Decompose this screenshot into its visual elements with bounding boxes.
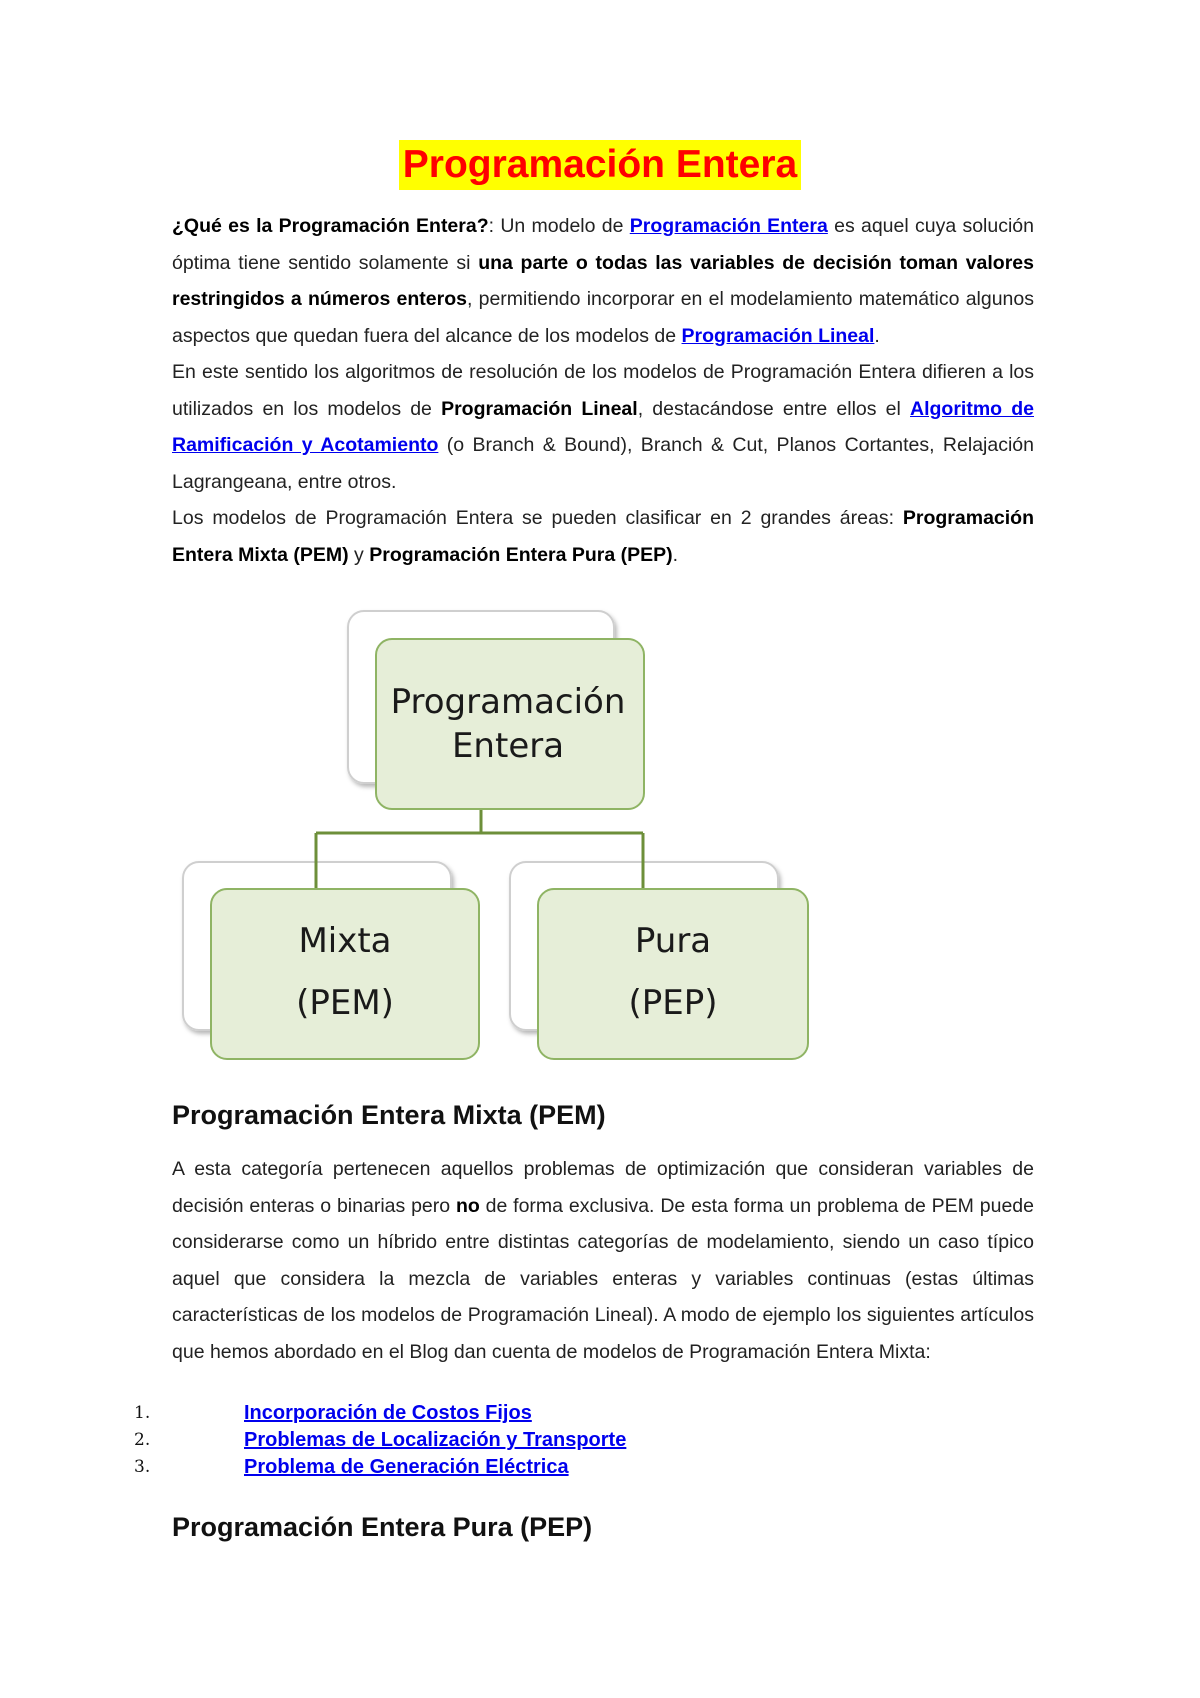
root-node: [376, 639, 644, 809]
pem-section: [172, 1151, 1034, 1370]
root-node-label-line2: Entera: [451, 726, 565, 766]
intro-bold: Programación Lineal: [441, 397, 638, 420]
intro-bold: Programación Entera Pura (PEP): [369, 543, 673, 566]
section-heading-pep: Programación Entera Pura (PEP): [172, 1512, 593, 1542]
link-algoritmo-ramificacion[interactable]: Algoritmo de Ramificación y Acotamiento: [172, 397, 1034, 456]
intro-bold: una parte o todas las variables de decisión toman valores restringidos a números enteros: [172, 251, 1034, 310]
intro-text: .: [874, 324, 880, 347]
right-node-label-line2: (PEP): [628, 983, 718, 1023]
intro-text: : Un modelo de: [488, 215, 630, 237]
intro-text: y: [348, 543, 370, 566]
left-node: [211, 889, 479, 1059]
intro-text: , permitiendo incorporar en el modelamiento matemático algunos aspectos que quedan fuera del alcance de los modelos de: [172, 288, 1034, 347]
intro-text: , destacándose entre ellos el: [637, 397, 911, 420]
pem-text: de forma exclusiva. De esta forma un problema de PEM puede considerarse como un híbrido entre distintas categorías de modelamiento, siendo un caso típico aquel que considera la mezcla de variables enteras y variables continuas (estas últimas características de los modelos de Programación Lineal). A modo de ejemplo los siguientes artículos que hemos abordado en el Blog dan cuenta de modelos de Programación Entera Mixta:: [172, 1194, 1034, 1363]
intro-text: .: [672, 543, 679, 566]
pem-text: A esta categoría pertenecen aquellos problemas de optimización que consideran variables de decisión enteras o binarias pero: [172, 1158, 1034, 1217]
root-node-label-line1: Programación: [390, 682, 626, 722]
left-node-label-line1: Mixta: [298, 921, 392, 961]
intro-bold: Programación Entera Mixta (PEM): [172, 507, 1034, 566]
pem-bold: no: [455, 1194, 480, 1217]
link-programacion-lineal[interactable]: Programación Lineal: [681, 324, 875, 347]
intro-text: En este sentido los algoritmos de resolución de los modelos de Programación Entera difieren a los utilizados en los modelos de: [172, 361, 1034, 420]
intro-text: es aquel cuya solución óptima tiene sentido solamente si: [172, 215, 1034, 274]
list-item-number: 2.: [134, 1430, 151, 1450]
left-node-label-line2: (PEM): [296, 983, 394, 1023]
pem-paragraph: [172, 1151, 1034, 1370]
link-generacion-electrica[interactable]: Problema de Generación Eléctrica: [244, 1456, 569, 1478]
intro-text: Los modelos de Programación Entera se pueden clasificar en 2 grandes áreas:: [172, 507, 903, 529]
right-node-label-line1: Pura: [634, 921, 712, 961]
link-programacion-entera[interactable]: Programación Entera: [629, 215, 828, 237]
list-item-number: 1.: [134, 1403, 151, 1423]
intro-text: (o Branch & Bound), Branch & Cut, Planos Cortantes, Relajación Lagrangeana, entre otros.: [172, 434, 1034, 493]
page-title: Programación Entera: [399, 140, 801, 190]
intro-question: ¿Qué es la Programación Entera?: [172, 215, 489, 237]
list-item-number: 3.: [134, 1457, 151, 1477]
link-localizacion-transporte[interactable]: Problemas de Localización y Transporte: [244, 1429, 627, 1451]
link-costos-fijos[interactable]: Incorporación de Costos Fijos: [244, 1402, 532, 1424]
section-heading-pem: Programación Entera Mixta (PEM): [172, 1100, 606, 1130]
right-node: [538, 889, 808, 1059]
